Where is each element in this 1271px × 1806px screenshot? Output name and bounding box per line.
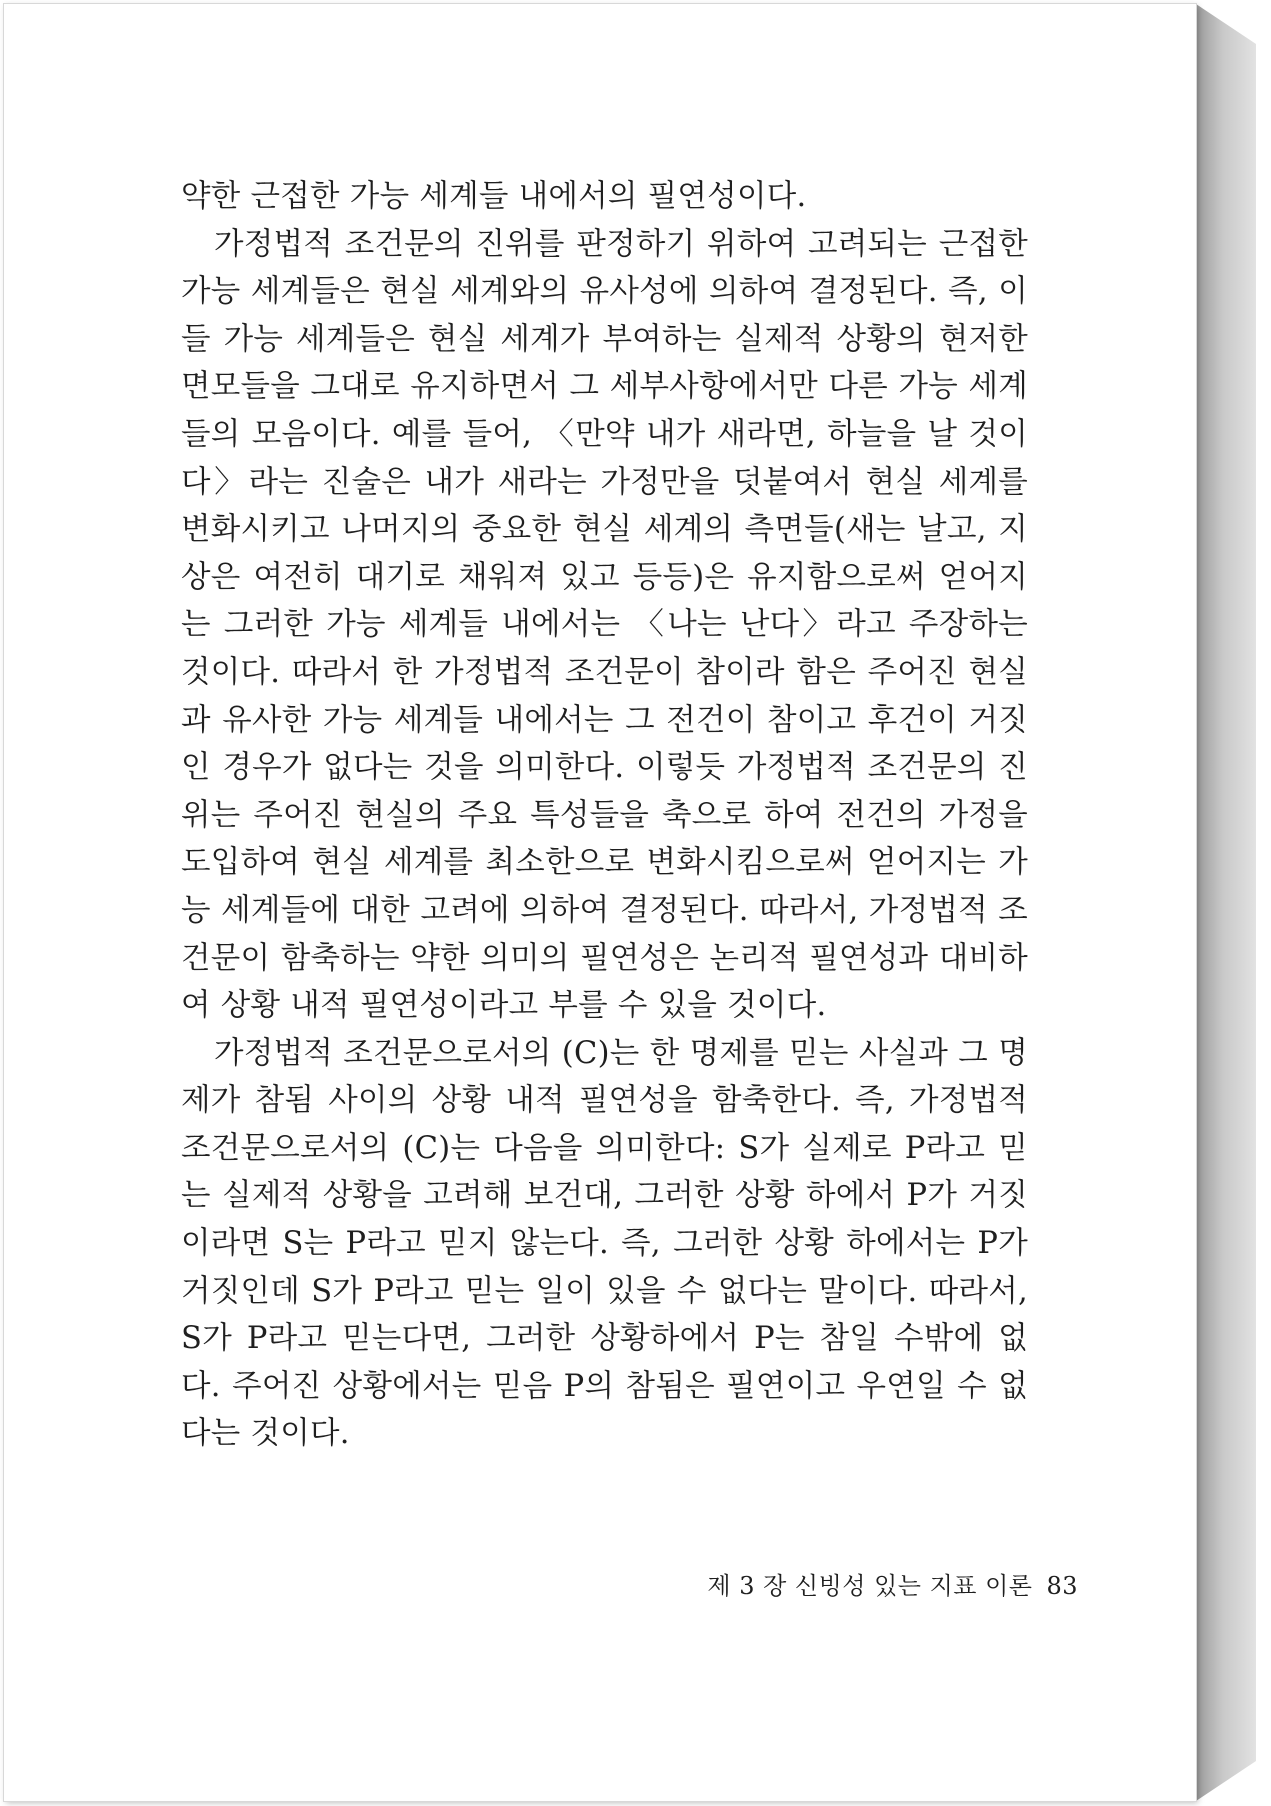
paragraph-1: 약한 근접한 가능 세계들 내에서의 필연성이다. [181,179,807,214]
page-footer [707,1566,1078,1601]
book-edge-bottom-corner [1196,1761,1256,1801]
book-page-edge [1196,4,1256,1801]
chapter-title: 제 3 장 신빙성 있는 지표 이론 [707,1572,1033,1600]
paragraph-3: 가정법적 조건문으로서의 (C)는 한 명제를 믿는 사실과 그 명제가 참됨 사이의 상황 내적 필연성을 함축한다. 즉, 가정법적 조건문으로서의 (C)는 다음을 의미한다: S가 실제로 P라고 믿는 실제적 상황을 고려해 보건대, 그러한 상황 하에서 P가 거짓이라면 S는 P라고 믿지 않는다. 즉, 그러한 상황 하에서는 P가 거짓인데 S가 P라고 믿는 일이 있을 수 없다는 말이다. 따라서, S가 P라고 믿는다면, 그러한 상황하에서 P는 참일 수밖에 없다. 주어진 상황에서는 믿음 P의 참됨은 필연이고 우연일 수 없다는 것이다. [181,1035,1028,1452]
book-edge-top-corner [1196,4,1256,44]
paragraph-2: 가정법적 조건문의 진위를 판정하기 위하여 고려되는 근접한 가능 세계들은 현실 세계와의 유사성에 의하여 결정된다. 즉, 이들 가능 세계들은 현실 세계가 부여하는 실제적 상황의 현저한 면모들을 그대로 유지하면서 그 세부사항에서만 다른 가능 세계들의 모음이다. 예를 들어, 〈만약 내가 새라면, 하늘을 날 것이다〉라는 진술은 내가 새라는 가정만을 덧붙여서 현실 세계를 변화시키고 나머지의 중요한 현실 세계의 측면들(새는 날고, 지상은 여전히 대기로 채워져 있고 등등)은 유지함으로써 얻어지는 그러한 가능 세계들 내에서는 〈나는 난다〉라고 주장하는 것이다. 따라서 한 가정법적 조건문이 참이라 함은 주어진 현실과 유사한 가능 세계들 내에서는 그 전건이 참이고 후건이 거짓인 경우가 없다는 것을 의미한다. 이렇듯 가정법적 조건문의 진위는 주어진 현실의 주요 특성들을 축으로 하여 전건의 가정을 도입하여 현실 세계를 최소한으로 변화시킴으로써 얻어지는 가능 세계들에 대한 고려에 의하여 결정된다. 따라서, 가정법적 조건문이 함축하는 약한 의미의 필연성은 논리적 필연성과 대비하여 상황 내적 필연성이라고 부를 수 있을 것이다. [181,226,1028,1024]
page-body-text [181,173,1028,1458]
page-number: 83 [1046,1572,1078,1600]
